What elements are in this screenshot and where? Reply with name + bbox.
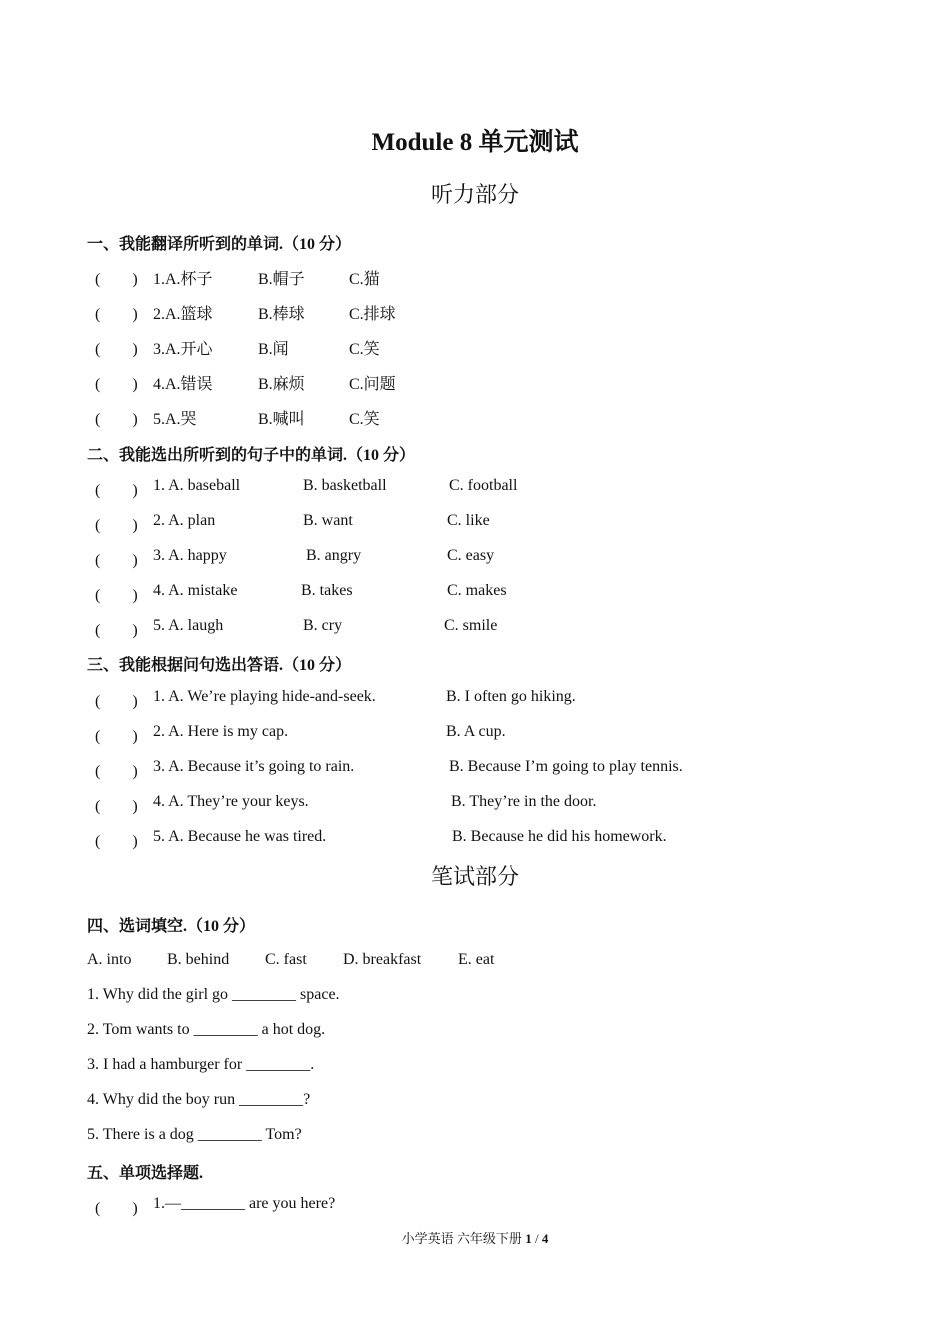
option-c: C.排球 xyxy=(349,306,396,323)
option-c: C. easy xyxy=(447,547,495,564)
option-a: 5. A. Because he was tired. xyxy=(153,828,327,845)
section3-heading: 三、我能根据问句选出答语.（10 分） xyxy=(87,657,352,674)
option-b: B. angry xyxy=(306,547,362,564)
option-b: B. want xyxy=(303,512,353,529)
answer-paren: ( ) xyxy=(95,833,138,850)
list-item: 3. I had a hamburger for ________. xyxy=(87,1056,315,1073)
answer-paren: ( ) xyxy=(95,341,138,358)
answer-paren: ( ) xyxy=(95,693,138,710)
page-total: 4 xyxy=(541,1231,549,1246)
answer-paren: ( ) xyxy=(95,411,138,428)
option-c: C.问题 xyxy=(349,376,396,393)
option-a: 4.A.错误 xyxy=(153,376,213,393)
option-a: 2.A.篮球 xyxy=(153,306,213,323)
option-c: C.笑 xyxy=(349,411,380,428)
option-b: B. basketball xyxy=(303,477,387,494)
answer-paren: ( ) xyxy=(95,587,138,604)
option-b: B. Because he did his homework. xyxy=(452,828,667,845)
list-item: 5. There is a dog ________ Tom? xyxy=(87,1126,302,1143)
option-b: B.麻烦 xyxy=(258,376,305,393)
answer-paren: ( ) xyxy=(95,763,138,780)
list-item: 4. Why did the boy run ________? xyxy=(87,1091,311,1108)
page-title: Module 8 单元测试 xyxy=(371,129,579,156)
word-option: D. breakfast xyxy=(343,951,422,968)
word-option: E. eat xyxy=(458,951,495,968)
footer-text: 小学英语 六年级下册 xyxy=(401,1231,526,1246)
option-b: B.闻 xyxy=(258,341,289,358)
option-a: 1. A. baseball xyxy=(153,477,241,494)
option-a: 5. A. laugh xyxy=(153,617,224,634)
answer-paren: ( ) xyxy=(95,482,138,499)
option-c: C. makes xyxy=(447,582,507,599)
option-c: C.猫 xyxy=(349,271,380,288)
question-text: 1.—________ are you here? xyxy=(153,1195,336,1212)
listening-title: 听力部分 xyxy=(430,182,519,207)
answer-paren: ( ) xyxy=(95,306,138,323)
option-c: C. football xyxy=(449,477,518,494)
page-separator: / xyxy=(531,1231,542,1246)
option-c: C.笑 xyxy=(349,341,380,358)
answer-paren: ( ) xyxy=(95,728,138,745)
option-a: 1. A. We’re playing hide-and-seek. xyxy=(153,688,376,705)
option-b: B. Because I’m going to play tennis. xyxy=(449,758,683,775)
option-a: 4. A. mistake xyxy=(153,582,238,599)
option-a: 4. A. They’re your keys. xyxy=(153,793,309,810)
word-option: A. into xyxy=(87,951,132,968)
option-b: B.棒球 xyxy=(258,306,305,323)
section1-heading: 一、我能翻译所听到的单词.（10 分） xyxy=(87,236,352,253)
page-footer xyxy=(0,1228,950,1247)
option-a: 3. A. Because it’s going to rain. xyxy=(153,758,355,775)
answer-paren: ( ) xyxy=(95,517,138,534)
option-b: B. cry xyxy=(303,617,343,634)
option-a: 1.A.杯子 xyxy=(153,271,213,288)
word-option: C. fast xyxy=(265,951,307,968)
word-option: B. behind xyxy=(167,951,230,968)
answer-paren: ( ) xyxy=(95,1200,138,1217)
section4-heading: 四、选词填空.（10 分） xyxy=(87,918,256,935)
section2-heading: 二、我能选出所听到的句子中的单词.（10 分） xyxy=(87,447,416,464)
option-b: B. takes xyxy=(301,582,353,599)
option-a: 3.A.开心 xyxy=(153,341,213,358)
option-c: C. like xyxy=(447,512,490,529)
option-a: 2. A. plan xyxy=(153,512,216,529)
option-b: B.帽子 xyxy=(258,271,305,288)
answer-paren: ( ) xyxy=(95,376,138,393)
list-item: 2. Tom wants to ________ a hot dog. xyxy=(87,1021,326,1038)
answer-paren: ( ) xyxy=(95,271,138,288)
option-a: 2. A. Here is my cap. xyxy=(153,723,289,740)
page-number: 1 xyxy=(525,1231,532,1246)
option-b: B. I often go hiking. xyxy=(446,688,576,705)
option-b: B. A cup. xyxy=(446,723,506,740)
list-item: 1. Why did the girl go ________ space. xyxy=(87,986,340,1003)
option-a: 3. A. happy xyxy=(153,547,227,564)
writing-title: 笔试部分 xyxy=(430,864,519,889)
option-c: C. smile xyxy=(444,617,498,634)
answer-paren: ( ) xyxy=(95,798,138,815)
answer-paren: ( ) xyxy=(95,622,138,639)
section5-heading: 五、单项选择题. xyxy=(87,1165,204,1182)
option-b: B.喊叫 xyxy=(258,411,305,428)
option-a: 5.A.哭 xyxy=(153,411,197,428)
answer-paren: ( ) xyxy=(95,552,138,569)
option-b: B. They’re in the door. xyxy=(451,793,597,810)
